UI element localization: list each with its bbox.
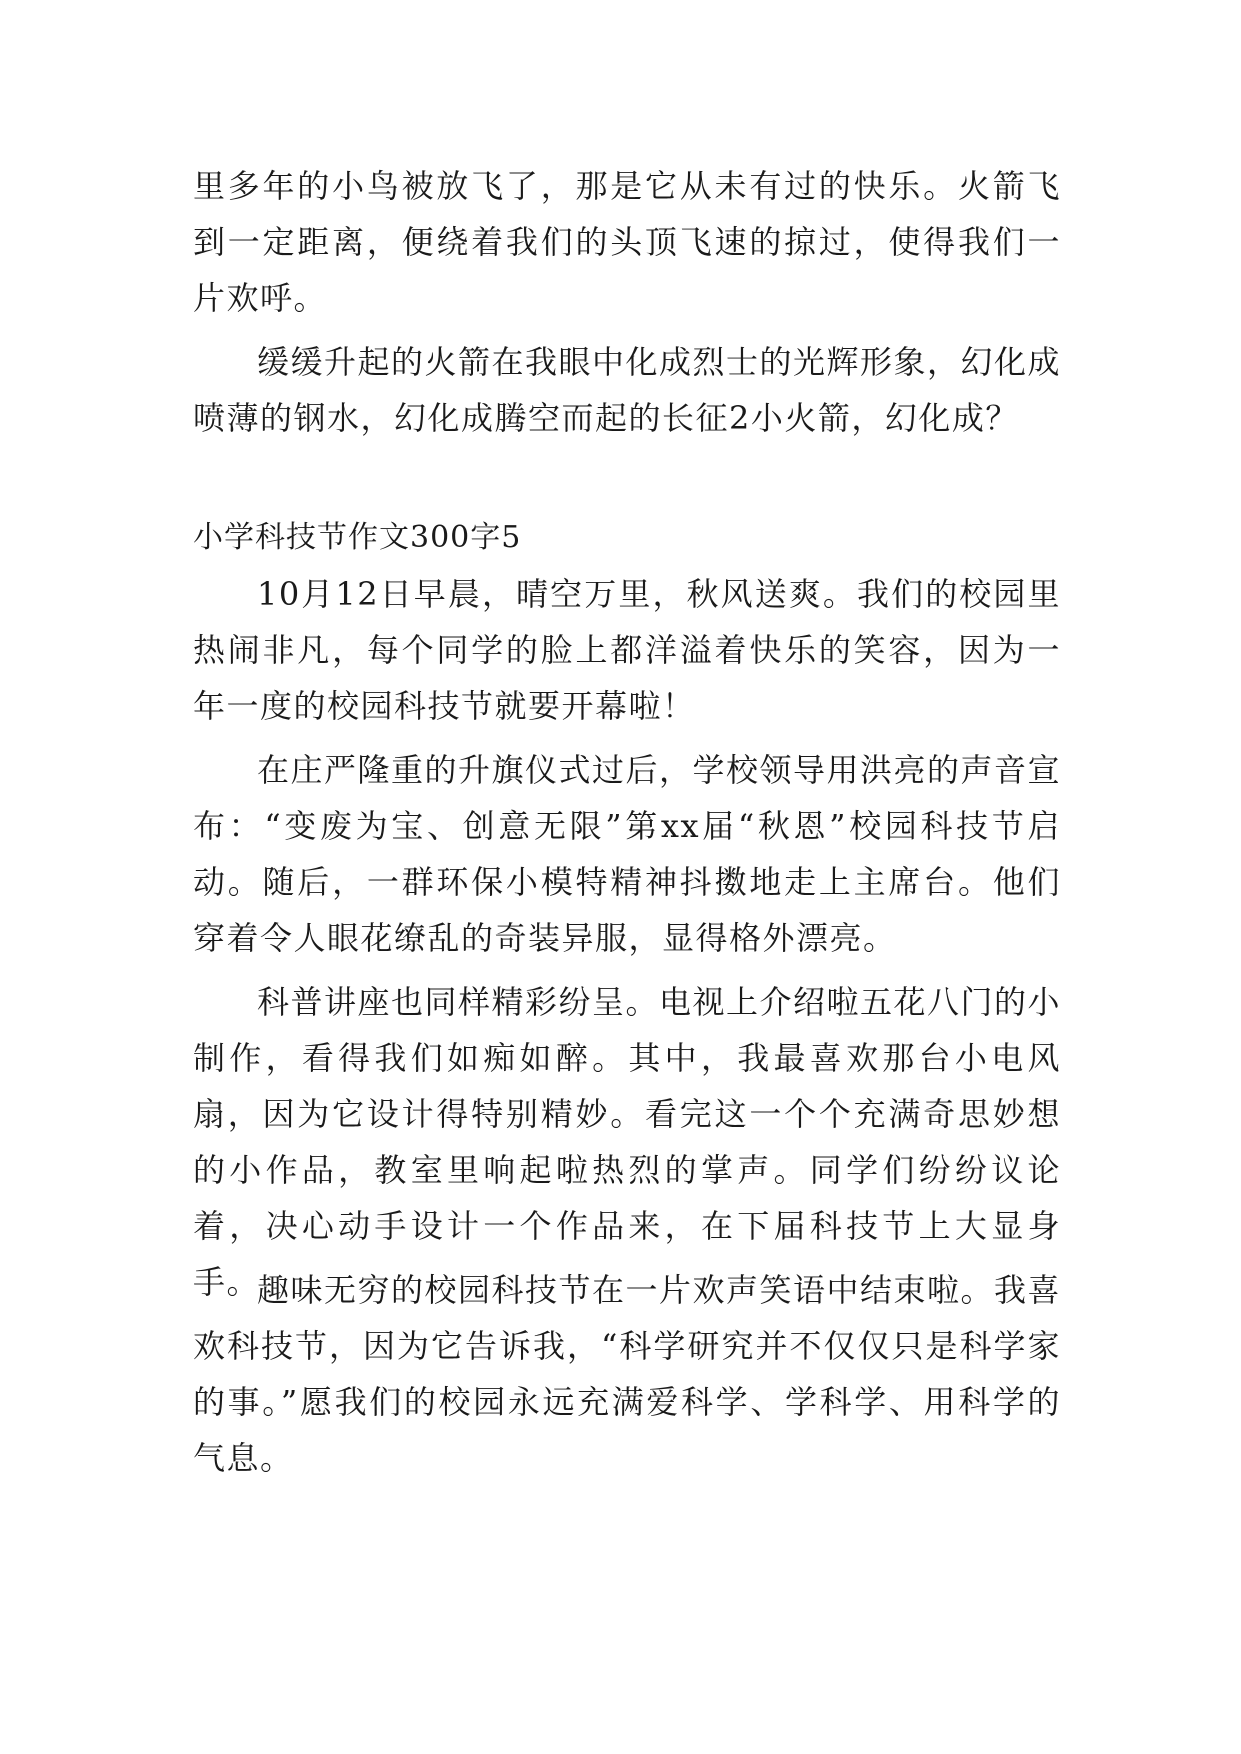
paragraph-4: 趣味无穷的校园科技节在一片欢声笑语中结束啦。我喜欢科技节，因为它告诉我，“科学研究并不仅仅只是科学家的事。”愿我们的校园永远充满爱科学、学科学、用科学的气息。 <box>193 1271 1062 1477</box>
paragraph-1: 10月12日早晨，晴空万里，秋风送爽。我们的校园里热闹非凡，每个同学的脸上都洋溢着快乐的笑容，因为一年一度的校园科技节就要开幕啦！ <box>193 575 1061 725</box>
paragraph-3: 科普讲座也同样精彩纷呈。电视上介绍啦五花八门的小制作，看得我们如痴如醉。其中，我最喜欢那台小电风扇，因为它设计得特别精妙。看完这一个个充满奇思妙想的小作品，教室里响起啦热烈的掌声。同学们纷纷议论着，决心动手设计一个作品来，在下届科技节上大显身手。 <box>193 983 1062 1301</box>
paragraph-2: 在庄严隆重的升旗仪式过后，学校领导用洪亮的声音宣布：“变废为宝、创意无限”第xx届“秋恩”校园科技节启动。随后，一群环保小模特精神抖擞地走上主席台。他们穿着令人眼花缭乱的奇装异服，显得格外漂亮。 <box>193 751 1062 957</box>
continuation-paragraph-1: 里多年的小鸟被放飞了，那是它从未有过的快乐。火箭飞到一定距离，便绕着我们的头顶飞速的掠过，使得我们一片欢呼。 <box>193 167 1061 317</box>
section-title: 小学科技节作文300字5 <box>193 520 522 555</box>
continuation-paragraph-2: 缓缓升起的火箭在我眼中化成烈士的光辉形象，幻化成喷薄的钢水，幻化成腾空而起的长征2小火箭，幻化成？ <box>193 343 1062 437</box>
